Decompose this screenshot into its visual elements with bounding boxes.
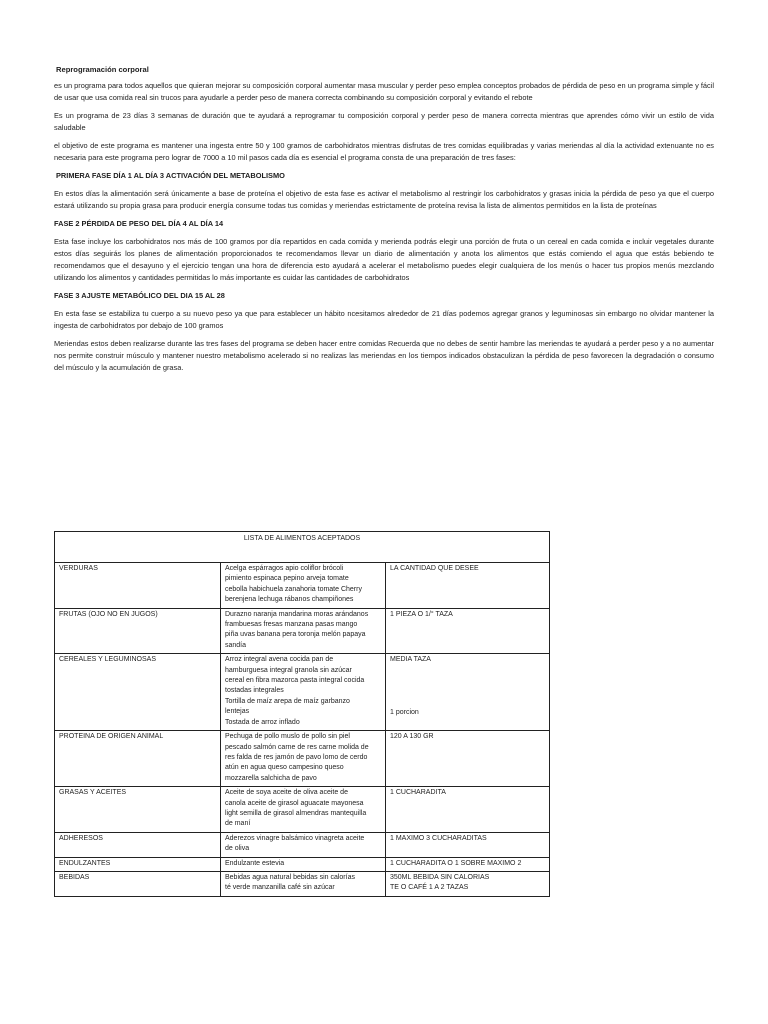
table-row xyxy=(55,608,550,654)
food-items-cell xyxy=(221,871,386,896)
quantity-line: 1 CUCHARADITA O 1 SOBRE MAXIMO 2 xyxy=(390,859,522,867)
quantity-cell xyxy=(386,787,550,833)
food-item-line: pimiento espinaca pepino arveja tomate xyxy=(225,575,349,583)
quantity-cell xyxy=(386,654,550,731)
quantity-cell xyxy=(386,608,550,654)
page-title: Reprogramación corporal xyxy=(56,65,149,74)
quantity-cell xyxy=(386,832,550,857)
quantity-line: 350ML BEBIDA SIN CALORIAS xyxy=(390,873,490,881)
food-item-line: mozzarella salchicha de pavo xyxy=(225,774,317,782)
food-category-cell: ADHERESOS xyxy=(55,832,221,857)
food-category-cell: GRASAS Y ACEITES xyxy=(55,787,221,833)
quantity-line: 1 MAXIMO 3 CUCHARADITAS xyxy=(390,834,487,842)
quantity-line: 1 porcion xyxy=(390,708,419,716)
food-item-line: Tortilla de maíz arepa de maíz garbanzo xyxy=(225,697,350,705)
phase-3-heading: FASE 3 AJUSTE METABÓLICO DEL DIA 15 AL 28 xyxy=(54,291,225,300)
food-item-line: Bebidas agua natural bebidas sin calorías xyxy=(225,873,355,881)
food-item-line: atún en agua queso campesino queso xyxy=(225,764,344,772)
quantity-line: 1 CUCHARADITA xyxy=(390,789,446,797)
food-items-cell xyxy=(221,608,386,654)
table-row xyxy=(55,787,550,833)
food-items-cell xyxy=(221,857,386,871)
food-item-line: Acelga espárragos apio coliflor brócoli xyxy=(225,565,344,572)
food-list-table xyxy=(54,531,550,897)
quantity-cell xyxy=(386,731,550,787)
food-item-line: Pechuga de pollo muslo de pollo sin piel xyxy=(225,733,350,741)
food-items-cell xyxy=(221,731,386,787)
quantity-line: MEDIA TAZA xyxy=(390,656,431,664)
food-item-line: berenjena lechuga rábanos champiñones xyxy=(225,596,354,604)
quantity-line: 1 PIEZA O 1/° TAZA xyxy=(390,610,453,618)
food-table-body xyxy=(55,563,550,897)
quantity-cell xyxy=(386,857,550,871)
food-items-cell xyxy=(221,654,386,731)
food-item-line: frambuesas fresas manzana pasas mango xyxy=(225,621,358,629)
phase-1-heading: PRIMERA FASE DÍA 1 AL DÍA 3 ACTIVACIÓN DEL METABOLISMO xyxy=(56,171,285,180)
table-row xyxy=(55,654,550,731)
food-item-line: de oliva xyxy=(225,845,250,853)
intro-paragraph: el objetivo de este programa es mantener una ingesta entre 50 y 100 gramos de carbohidratos mientras disfrutas de tres comidas equilibradas y varias meriendas al día la actividad extenuante no es necesaria para este programa pero lograr de 7000 a 10 mil pasos cada día es esencial el programa consta de una preparación de tres fases: xyxy=(54,141,714,162)
phase-3-text: En esta fase se estabiliza tu cuerpo a su nuevo peso ya que para establecer un hábito ncesitamos alrededor de 21 días podemos agregar granos y leguminosas sin embargo no olvidar mantener la ingesta de carbohidratos por debajo de 100 gramos xyxy=(54,309,714,330)
food-item-line: light semilla de girasol almendras mantequilla xyxy=(225,809,367,817)
food-item-line: sandía xyxy=(225,641,247,649)
quantity-line: 120 A 130 GR xyxy=(390,733,434,741)
snacks-paragraph: Meriendas estos deben realizarse durante las tres fases del programa se deben hacer entre comidas Recuerda que no debes de sentir hambre las meriendas te ayudará a perder peso y a no aumentar nos permite construir músculo y mantener nuestro metabolismo acelerado si no realizas las meriendas en los tiempos indicados obstaculizan la pérdida de peso favorecen la degradación o consumo del músculo y la acumulación de grasa. xyxy=(54,339,714,372)
food-item-line: lentejas xyxy=(225,708,250,716)
food-table-title: LISTA DE ALIMENTOS ACEPTADOS xyxy=(55,532,550,563)
food-item-line: Arroz integral avena cocida pan de xyxy=(225,656,334,664)
quantity-cell xyxy=(386,563,550,609)
food-item-line: hamburguesa integral granola sin azúcar xyxy=(225,666,352,674)
quantity-line: LA CANTIDAD QUE DESEE xyxy=(390,565,479,572)
quantity-line: TE O CAFÉ 1 A 2 TAZAS xyxy=(390,884,469,892)
food-item-line: cereal en fibra mazorca pasta integral cocida xyxy=(225,677,365,685)
food-category-cell: FRUTAS (OJO NO EN JUGOS) xyxy=(55,608,221,654)
food-item-line: canola aceite de girasol aguacate mayonesa xyxy=(225,799,364,807)
intro-paragraph: Es un programa de 23 días 3 semanas de duración que te ayudará a reprogramar tu composición corporal y perder peso de manera correcta mientras que aprendes cómo vivir un estilo de vida saludable xyxy=(54,111,714,132)
food-item-line: Aderezos vinagre balsámico vinagreta aceite xyxy=(225,834,365,842)
food-item-line: Durazno naranja mandarina moras arándanos xyxy=(225,610,369,618)
food-items-cell xyxy=(221,787,386,833)
food-item-line: de maní xyxy=(225,820,251,828)
phase-2-heading: FASE 2 PÉRDIDA DE PESO DEL DÍA 4 AL DÍA 14 xyxy=(54,219,224,228)
table-row xyxy=(55,731,550,787)
table-row xyxy=(55,832,550,857)
document-body xyxy=(54,64,714,380)
food-items-cell xyxy=(221,563,386,609)
food-item-line: Tostada de arroz inflado xyxy=(225,718,300,726)
food-item-line: pescado salmón carne de res carne molida de xyxy=(225,743,369,751)
food-category-cell: VERDURAS xyxy=(55,563,221,609)
food-item-line: tostadas integrales xyxy=(225,687,284,695)
quantity-cell xyxy=(386,871,550,896)
food-item-line: piña uvas banana pera toronja melón papaya xyxy=(225,631,366,639)
table-row xyxy=(55,563,550,609)
food-category-cell: PROTEINA DE ORIGEN ANIMAL xyxy=(55,731,221,787)
food-item-line: té verde manzanilla café sin azúcar xyxy=(225,884,335,892)
phase-1-text: En estos días la alimentación será únicamente a base de proteína el objetivo de esta fase es activar el metabolismo al restringir los carbohidratos y grasas inicia la pérdida de peso ya que el cuerpo estará utilizando su propia grasa para producir energía consume todas tus comidas y meriendas estrictamente de proteína revisa la lista de alimentos permitidos en la lista de proteínas xyxy=(54,189,714,210)
intro-paragraph: es un programa para todos aquellos que quieran mejorar su composición corporal aumentar masa muscular y perder peso emplea conceptos probados de pérdida de peso en un programa simple y fácil de usar que usa comida real sin trucos para ayudarle a perder peso de manera correcta combinando su composición corporal y evitando el rebote xyxy=(54,81,714,102)
table-row xyxy=(55,871,550,896)
food-item-line: Endulzante estevia xyxy=(225,859,285,867)
food-item-line: res falda de res jamón de pavo lomo de cerdo xyxy=(225,753,368,761)
food-item-line: cebolla habichuela zanahoria tomate Cherry xyxy=(225,585,362,593)
food-category-cell: ENDULZANTES xyxy=(55,857,221,871)
table-row xyxy=(55,857,550,871)
food-item-line: Aceite de soya aceite de oliva aceite de xyxy=(225,789,348,797)
phase-2-text: Esta fase incluye los carbohidratos nos más de 100 gramos por día repartidos en cada comida y merienda podrás elegir una porción de fruta o un cereal en cada comida e incluir vegetales durante estos días seguirás los planes de alimentación proporcionados te recomendamos llevar un diario de alimentación y anota los alimentos que estás comiendo el agua que estás bebiendo te recomendamos que el desayuno y el ejercicio tengan una hora de diferencia esto ayudará a acelerar el metabolismo puedes elegir cualquiera de los menús o hacer tus propios menús mezclando utilizando los alimentos y cantidades permitidas lo más importante es cuidar las cantidades de carbohidratos xyxy=(54,237,714,282)
food-category-cell: BEBIDAS xyxy=(55,871,221,896)
food-category-cell: CEREALES Y LEGUMINOSAS xyxy=(55,654,221,731)
food-items-cell xyxy=(221,832,386,857)
